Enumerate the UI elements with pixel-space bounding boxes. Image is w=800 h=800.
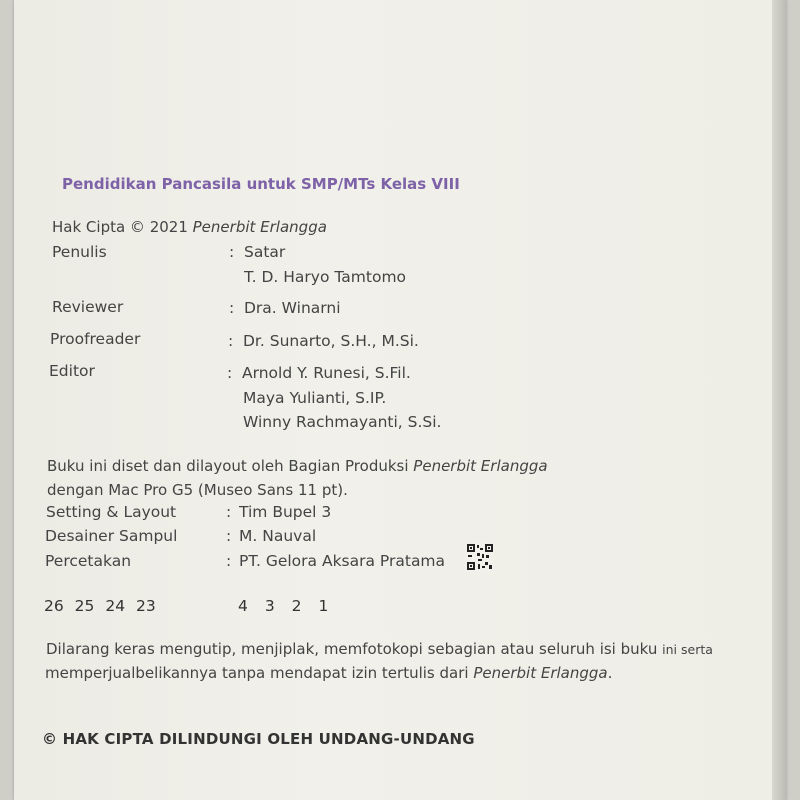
print-number: 1 — [318, 597, 329, 615]
notice-publisher: Penerbit Erlangga — [473, 664, 608, 682]
credit-colon: : — [229, 299, 235, 317]
credit-label-reviewer: Reviewer — [52, 298, 124, 316]
credit-colon: : — [227, 364, 233, 382]
layout-note-line2: dengan Mac Pro G5 (Museo Sans 11 pt). — [47, 481, 348, 499]
print-number: 3 — [264, 597, 275, 615]
production-label: Desainer Sampul — [45, 527, 178, 545]
production-colon: : — [226, 527, 232, 545]
notice-line2 — [45, 664, 612, 682]
production-colon: : — [226, 552, 232, 570]
credit-label-proofreader: Proofreader — [50, 330, 141, 348]
credit-value: Dr. Sunarto, S.H., M.Si. — [243, 332, 419, 350]
copyright-publisher: Penerbit Erlangga — [192, 218, 327, 236]
print-number: 23 — [136, 597, 156, 615]
book-title: Pendidikan Pancasila untuk SMP/MTs Kelas VIII — [62, 175, 460, 193]
print-numbers-right — [238, 597, 328, 615]
production-label: Setting & Layout — [46, 503, 177, 521]
page-edge-shadow — [772, 0, 786, 800]
print-number: 4 — [238, 597, 248, 615]
credit-label-penulis: Penulis — [52, 243, 107, 261]
print-number: 24 — [105, 597, 126, 615]
qr-code-icon — [466, 543, 494, 571]
copyright-line — [52, 218, 327, 236]
copyright-footer: © HAK CIPTA DILINDUNGI OLEH UNDANG-UNDANG — [42, 730, 475, 748]
credit-value: Maya Yulianti, S.IP. — [243, 389, 387, 407]
print-number: 26 — [44, 597, 64, 615]
production-colon: : — [226, 503, 232, 521]
notice-suffix: . — [607, 664, 613, 682]
notice-line1 — [46, 640, 713, 658]
credit-label-editor: Editor — [49, 362, 95, 380]
layout-note-publisher: Penerbit Erlangga — [413, 457, 548, 475]
notice-tail: ini serta — [662, 642, 713, 657]
notice-prefix: memperjualbelikannya tanpa mendapat izin tertulis dari — [45, 664, 474, 682]
book-page — [14, 0, 786, 800]
credit-value: Winny Rachmayanti, S.Si. — [243, 413, 442, 431]
print-numbers-left — [44, 597, 156, 615]
copyright-prefix: Hak Cipta © 2021 — [52, 218, 193, 236]
notice-main: Dilarang keras mengutip, menjiplak, memfotokopi sebagian atau seluruh isi buku — [46, 640, 663, 658]
production-label: Percetakan — [45, 552, 132, 570]
credit-colon: : — [228, 332, 234, 350]
production-value: Tim Bupel 3 — [239, 503, 332, 521]
layout-note-line1 — [47, 457, 548, 475]
credit-value: Dra. Winarni — [244, 299, 341, 317]
credit-value: Satar — [244, 243, 286, 261]
credit-value: Arnold Y. Runesi, S.Fil. — [242, 364, 411, 382]
layout-note-prefix: Buku ini diset dan dilayout oleh Bagian Produksi — [47, 457, 414, 475]
print-number: 25 — [74, 597, 95, 615]
credit-value: T. D. Haryo Tamtomo — [244, 268, 407, 286]
print-number: 2 — [291, 597, 302, 615]
production-value: M. Nauval — [239, 527, 317, 545]
credit-colon: : — [229, 243, 235, 261]
production-value: PT. Gelora Aksara Pratama — [239, 552, 446, 570]
